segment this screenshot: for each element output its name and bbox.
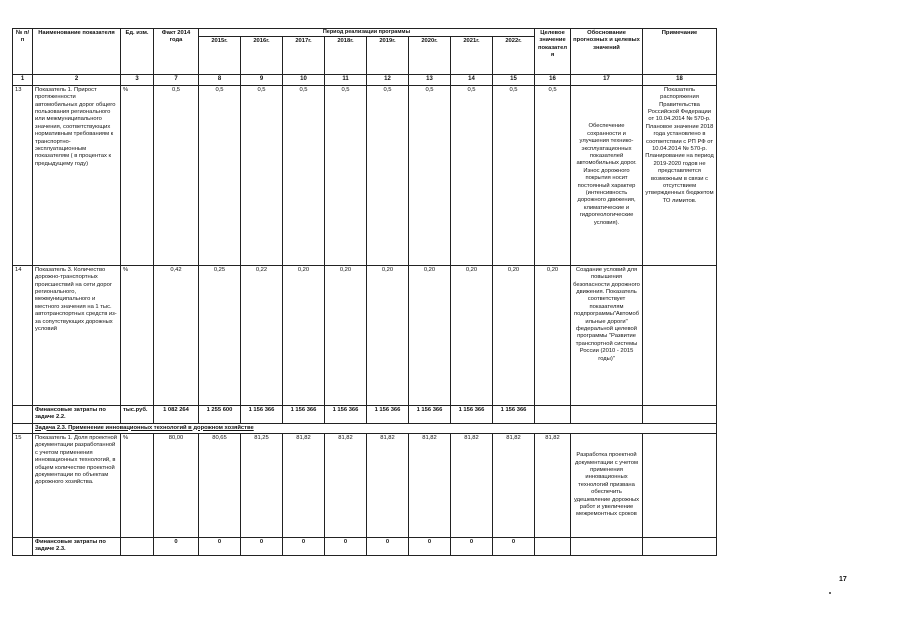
row-year-value: 81,82 bbox=[283, 433, 325, 537]
header-unit: Ед. изм. bbox=[121, 29, 154, 75]
header-year: 2017г. bbox=[283, 37, 325, 75]
row-year-value: 81,82 bbox=[367, 433, 409, 537]
header-note: Примечание bbox=[643, 29, 717, 75]
col-index: 18 bbox=[643, 75, 717, 86]
row-note bbox=[643, 433, 717, 537]
col-index: 16 bbox=[535, 75, 571, 86]
row-name: Показатель 1. Доля проектной документации разработанной с учетом применения инновационных технологий, в общем количестве проектной документации по объектам дорожного хозяйства. bbox=[33, 433, 121, 537]
finance-note bbox=[643, 405, 717, 423]
row-year-value: 0,5 bbox=[325, 85, 367, 265]
row-name: Показатель 1. Прирост протяженности автомобильных дорог общего пользования регионального или межмуниципального значения, соответствующих нормативным требованиям к транспортно-эксплуатационным показателям ( в процентах к предыдущему году) bbox=[33, 85, 121, 265]
row-year-value: 0,20 bbox=[493, 265, 535, 405]
col-index: 11 bbox=[325, 75, 367, 86]
task-num bbox=[13, 423, 33, 433]
row-year-value: 0,5 bbox=[199, 85, 241, 265]
finance-label: Финансовые затраты по задаче 2.2. bbox=[33, 405, 121, 423]
finance-unit: тыс.руб. bbox=[121, 405, 154, 423]
table-row bbox=[13, 433, 717, 537]
row-fact: 0,5 bbox=[154, 85, 199, 265]
finance-year-value: 1 255 600 bbox=[199, 405, 241, 423]
row-target: 81,82 bbox=[535, 433, 571, 537]
row-num: 13 bbox=[13, 85, 33, 265]
header-year: 2018г. bbox=[325, 37, 367, 75]
indicators-table bbox=[12, 28, 717, 556]
row-year-value: 81,25 bbox=[241, 433, 283, 537]
task-row bbox=[13, 423, 717, 433]
finance-target bbox=[535, 537, 571, 555]
col-index: 12 bbox=[367, 75, 409, 86]
header-fact: Факт 2014 года bbox=[154, 29, 199, 75]
col-index: 10 bbox=[283, 75, 325, 86]
header-year: 2019г. bbox=[367, 37, 409, 75]
row-justification: Разработка проектной документации с учетом применения инновационных технологий призвана обеспечить удешевление дорожных работ и увеличение межремонтных сроков bbox=[571, 433, 643, 537]
row-year-value: 81,82 bbox=[409, 433, 451, 537]
row-year-value: 81,82 bbox=[451, 433, 493, 537]
finance-year-value: 0 bbox=[325, 537, 367, 555]
row-unit: % bbox=[121, 265, 154, 405]
finance-year-value: 0 bbox=[451, 537, 493, 555]
row-year-value: 0,25 bbox=[199, 265, 241, 405]
finance-year-value: 1 156 366 bbox=[409, 405, 451, 423]
col-index: 3 bbox=[121, 75, 154, 86]
finance-num bbox=[13, 537, 33, 555]
finance-label: Финансовые затраты по задаче 2.3. bbox=[33, 537, 121, 555]
header-year: 2020г. bbox=[409, 37, 451, 75]
table-row bbox=[13, 85, 717, 265]
row-year-value: 0,22 bbox=[241, 265, 283, 405]
col-index: 14 bbox=[451, 75, 493, 86]
row-year-value: 0,5 bbox=[241, 85, 283, 265]
finance-target bbox=[535, 405, 571, 423]
task-title: Задача 2.3. Применение инновационных технологий в дорожном хозяйстве bbox=[33, 423, 717, 433]
header-year: 2022г. bbox=[493, 37, 535, 75]
row-justification: Обеспечение сохранности и улучшения технико-эксплуатационных показателей автомобильных дорог. Износ дорожного покрытия носит постоянный характер (интенсивность дорожного движения, климатические и гидрогеологические условия). bbox=[571, 85, 643, 265]
finance-fact: 1 082 264 bbox=[154, 405, 199, 423]
row-year-value: 81,82 bbox=[493, 433, 535, 537]
finance-year-value: 1 156 366 bbox=[283, 405, 325, 423]
row-year-value: 0,20 bbox=[283, 265, 325, 405]
row-note bbox=[643, 265, 717, 405]
finance-year-value: 0 bbox=[283, 537, 325, 555]
finance-year-value: 0 bbox=[367, 537, 409, 555]
row-year-value: 0,20 bbox=[367, 265, 409, 405]
row-year-value: 0,20 bbox=[451, 265, 493, 405]
finance-year-value: 1 156 366 bbox=[367, 405, 409, 423]
finance-note bbox=[643, 537, 717, 555]
finance-year-value: 0 bbox=[199, 537, 241, 555]
header-year: 2021г. bbox=[451, 37, 493, 75]
row-year-value: 80,65 bbox=[199, 433, 241, 537]
finance-year-value: 1 156 366 bbox=[493, 405, 535, 423]
finance-justification bbox=[571, 537, 643, 555]
row-year-value: 0,5 bbox=[409, 85, 451, 265]
row-unit: % bbox=[121, 433, 154, 537]
row-note: Показатель распоряжения Правительства Российской Федерации от 10.04.2014 № 570-р. Плановое значение 2018 года установлено в соответствии с РП РФ от 10.04.2014 № 570-р. Планирование на период 2019-2020 годов не представляется возможным в связи с отсутствием утвержденных бюджетом ТО лимитов. bbox=[643, 85, 717, 265]
finance-row bbox=[13, 405, 717, 423]
header-year: 2016г. bbox=[241, 37, 283, 75]
row-year-value: 0,5 bbox=[493, 85, 535, 265]
row-justification: Создание условий для повышения безопасности дорожного движения. Показатель соответствует показателям подпрограммы"Автомобильные дороги" федеральной целевой программы "Развитие транспортной системы России (2010 - 2015 годы)" bbox=[571, 265, 643, 405]
finance-num bbox=[13, 405, 33, 423]
finance-year-value: 0 bbox=[493, 537, 535, 555]
col-index: 7 bbox=[154, 75, 199, 86]
row-target: 0,20 bbox=[535, 265, 571, 405]
finance-year-value: 0 bbox=[409, 537, 451, 555]
finance-row bbox=[13, 537, 717, 555]
row-year-value: 0,5 bbox=[367, 85, 409, 265]
row-fact: 0,42 bbox=[154, 265, 199, 405]
col-index: 1 bbox=[13, 75, 33, 86]
header-num: № п/п bbox=[13, 29, 33, 75]
page-number: 17 bbox=[839, 576, 847, 583]
finance-unit bbox=[121, 537, 154, 555]
finance-year-value: 1 156 366 bbox=[451, 405, 493, 423]
finance-fact: 0 bbox=[154, 537, 199, 555]
header-name: Наименование показателя bbox=[33, 29, 121, 75]
finance-year-value: 1 156 366 bbox=[325, 405, 367, 423]
col-index: 13 bbox=[409, 75, 451, 86]
row-target: 0,5 bbox=[535, 85, 571, 265]
col-index: 9 bbox=[241, 75, 283, 86]
header-period: Период реализации программы bbox=[199, 29, 535, 37]
header-year: 2015г. bbox=[199, 37, 241, 75]
row-year-value: 0,20 bbox=[325, 265, 367, 405]
scan-speck bbox=[829, 592, 831, 594]
row-year-value: 81,82 bbox=[325, 433, 367, 537]
finance-justification bbox=[571, 405, 643, 423]
finance-year-value: 1 156 366 bbox=[241, 405, 283, 423]
row-num: 15 bbox=[13, 433, 33, 537]
col-index: 17 bbox=[571, 75, 643, 86]
row-num: 14 bbox=[13, 265, 33, 405]
header-target: Целевое значение показателя bbox=[535, 29, 571, 75]
row-name: Показатель 3. Количество дорожно-транспортных происшествий на сети дорог регионального, межмуниципального и местного значения на 1 тыс. автотранспортных средств из-за сопутствующих дорожных условий bbox=[33, 265, 121, 405]
row-year-value: 0,5 bbox=[283, 85, 325, 265]
table-row bbox=[13, 265, 717, 405]
header-justification: Обоснование прогнозных и целевых значений bbox=[571, 29, 643, 75]
row-year-value: 0,20 bbox=[409, 265, 451, 405]
col-index: 8 bbox=[199, 75, 241, 86]
row-year-value: 0,5 bbox=[451, 85, 493, 265]
finance-year-value: 0 bbox=[241, 537, 283, 555]
row-unit: % bbox=[121, 85, 154, 265]
col-index: 2 bbox=[33, 75, 121, 86]
col-index: 15 bbox=[493, 75, 535, 86]
row-fact: 80,00 bbox=[154, 433, 199, 537]
